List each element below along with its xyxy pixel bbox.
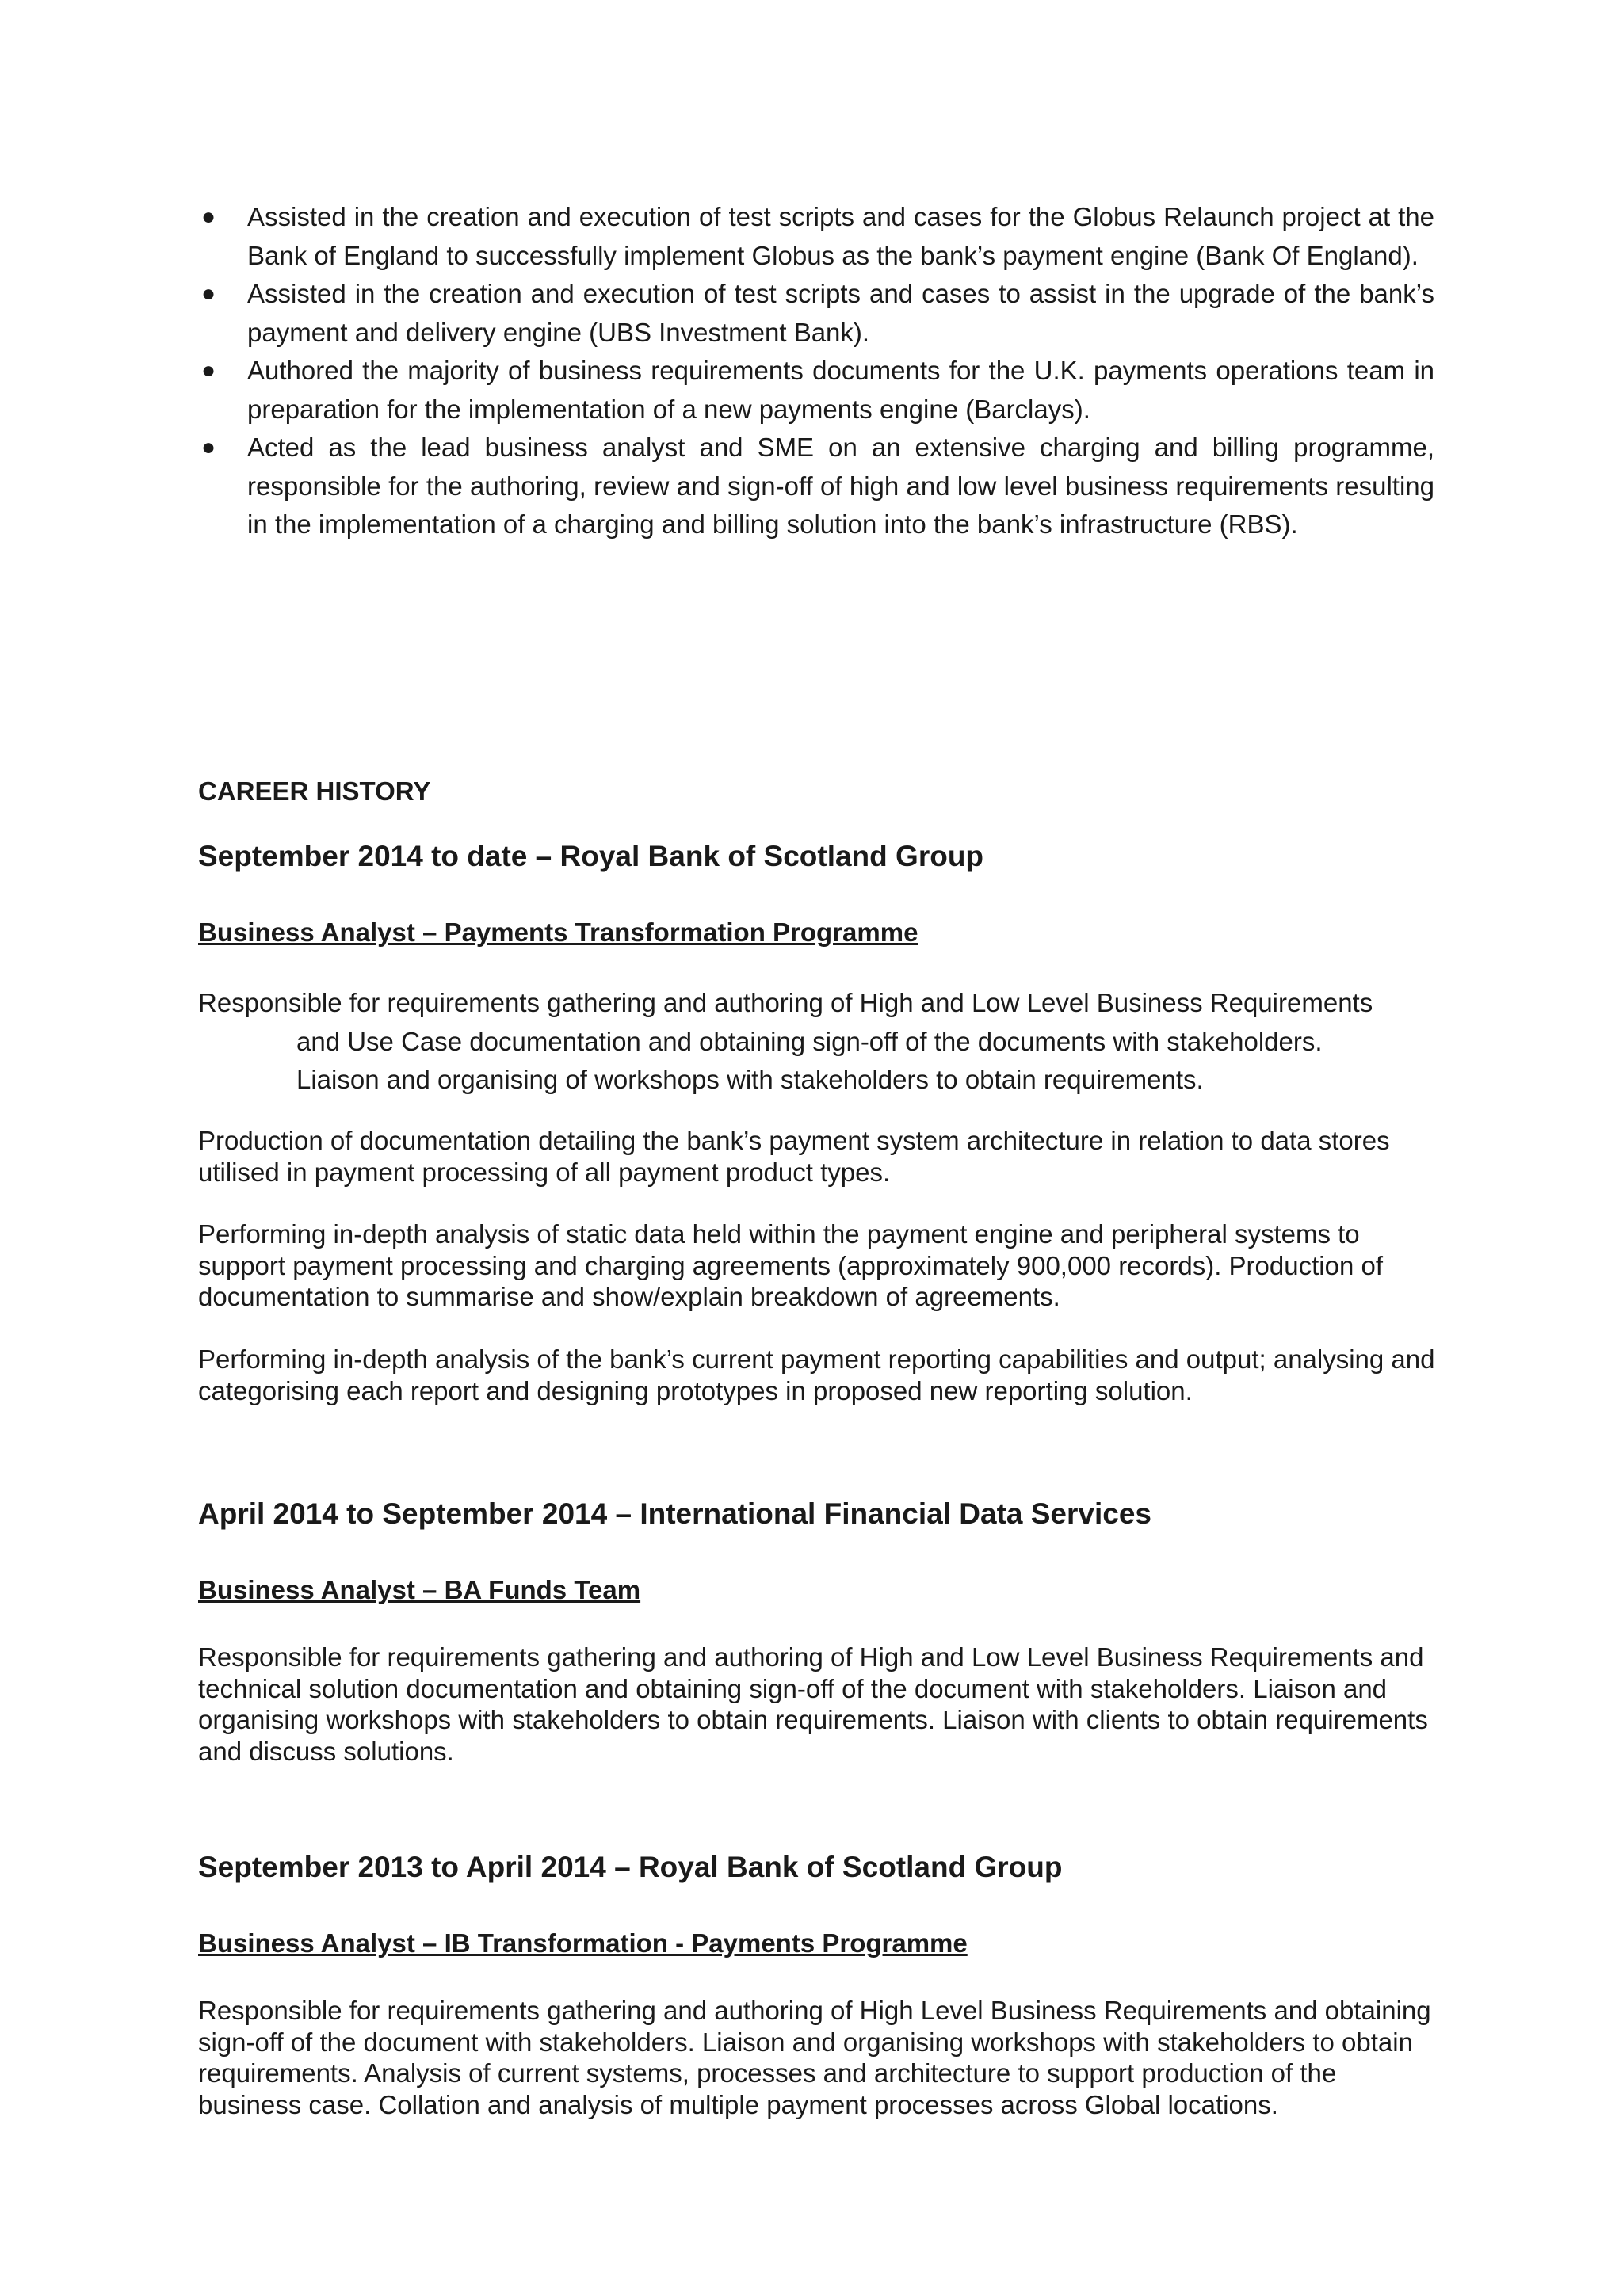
paragraph-line: Liaison and organising of workshops with stakeholders to obtain requirements. <box>296 1065 1204 1094</box>
paragraph-line: Responsible for requirements gathering and authoring of High and Low Level Business Requirements <box>198 988 1373 1017</box>
bullet-icon: ● <box>201 357 216 383</box>
document-page <box>198 198 1435 2119</box>
job-paragraph: Performing in-depth analysis of static data held within the payment engine and peripheral systems to support payment processing and charging agreements (approximately 900,000 records). Production of documentation to summarise and show/explain breakdown of agreements. <box>198 1219 1384 1311</box>
achievements-list <box>198 198 1434 544</box>
paragraph-line: and Use Case documentation and obtaining sign-off of the documents with stakeholders. <box>296 1026 1323 1056</box>
list-item <box>198 429 1434 544</box>
job-employer-heading: September 2014 to date – Royal Bank of Scotland Group <box>198 840 984 872</box>
job-employer-heading: September 2013 to April 2014 – Royal Bank of Scotland Group <box>198 1851 1063 1883</box>
job-paragraph <box>198 984 1442 1100</box>
bullet-icon: ● <box>201 434 216 460</box>
job-paragraph: Responsible for requirements gathering and authoring of High Level Business Requirements and obtaining sign-off of the document with stakeholders. Liaison and organising workshops with stakeholders to obtain requirements. Analysis of current systems, processes and architecture to support production of the business case. Collation and analysis of multiple payment processes across Global locations. <box>198 1996 1431 2119</box>
bullet-icon: ● <box>201 280 216 307</box>
list-item <box>198 198 1434 275</box>
job-role-heading: Business Analyst – BA Funds Team <box>198 1575 641 1604</box>
list-item-text: Acted as the lead business analyst and SME on an extensive charging and billing programme, responsible for the authoring, review and sign-off of high and low level business requirements resulting in the implementation of a charging and billing solution into the bank’s infrastructure (RBS). <box>247 433 1434 539</box>
list-item-text: Authored the majority of business requirements documents for the U.K. payments operations team in preparation for the implementation of a new payments engine (Barclays). <box>247 356 1434 424</box>
list-item-text: Assisted in the creation and execution of test scripts and cases to assist in the upgrade of the bank’s payment and delivery engine (UBS Investment Bank). <box>247 279 1434 347</box>
list-item <box>198 352 1434 429</box>
career-history-heading: CAREER HISTORY <box>198 776 431 806</box>
job-paragraph: Responsible for requirements gathering and authoring of High and Low Level Business Requirements and technical solution documentation and obtaining sign-off of the document with stakeholders. Liaison and organising workshops with stakeholders to obtain requirements. Liaison with clients to obtain requirements and discuss solutions. <box>198 1642 1428 1766</box>
list-item-text: Assisted in the creation and execution of test scripts and cases for the Globus Relaunch project at the Bank of England to successfully implement Globus as the bank’s payment engine (Bank Of England). <box>247 202 1434 270</box>
job-role-heading: Business Analyst – IB Transformation - Payments Programme <box>198 1928 968 1958</box>
job-paragraph: Production of documentation detailing the bank’s payment system architecture in relation to data stores utilised in payment processing of all payment product types. <box>198 1126 1390 1187</box>
job-paragraph: Performing in-depth analysis of the bank’s current payment reporting capabilities and output; analysing and categorising each report and designing prototypes in proposed new reporting solution. <box>198 1344 1435 1405</box>
bullet-icon: ● <box>201 204 216 230</box>
list-item <box>198 275 1434 352</box>
job-employer-heading: April 2014 to September 2014 – International Financial Data Services <box>198 1497 1151 1530</box>
job-role-heading: Business Analyst – Payments Transformation Programme <box>198 917 918 947</box>
